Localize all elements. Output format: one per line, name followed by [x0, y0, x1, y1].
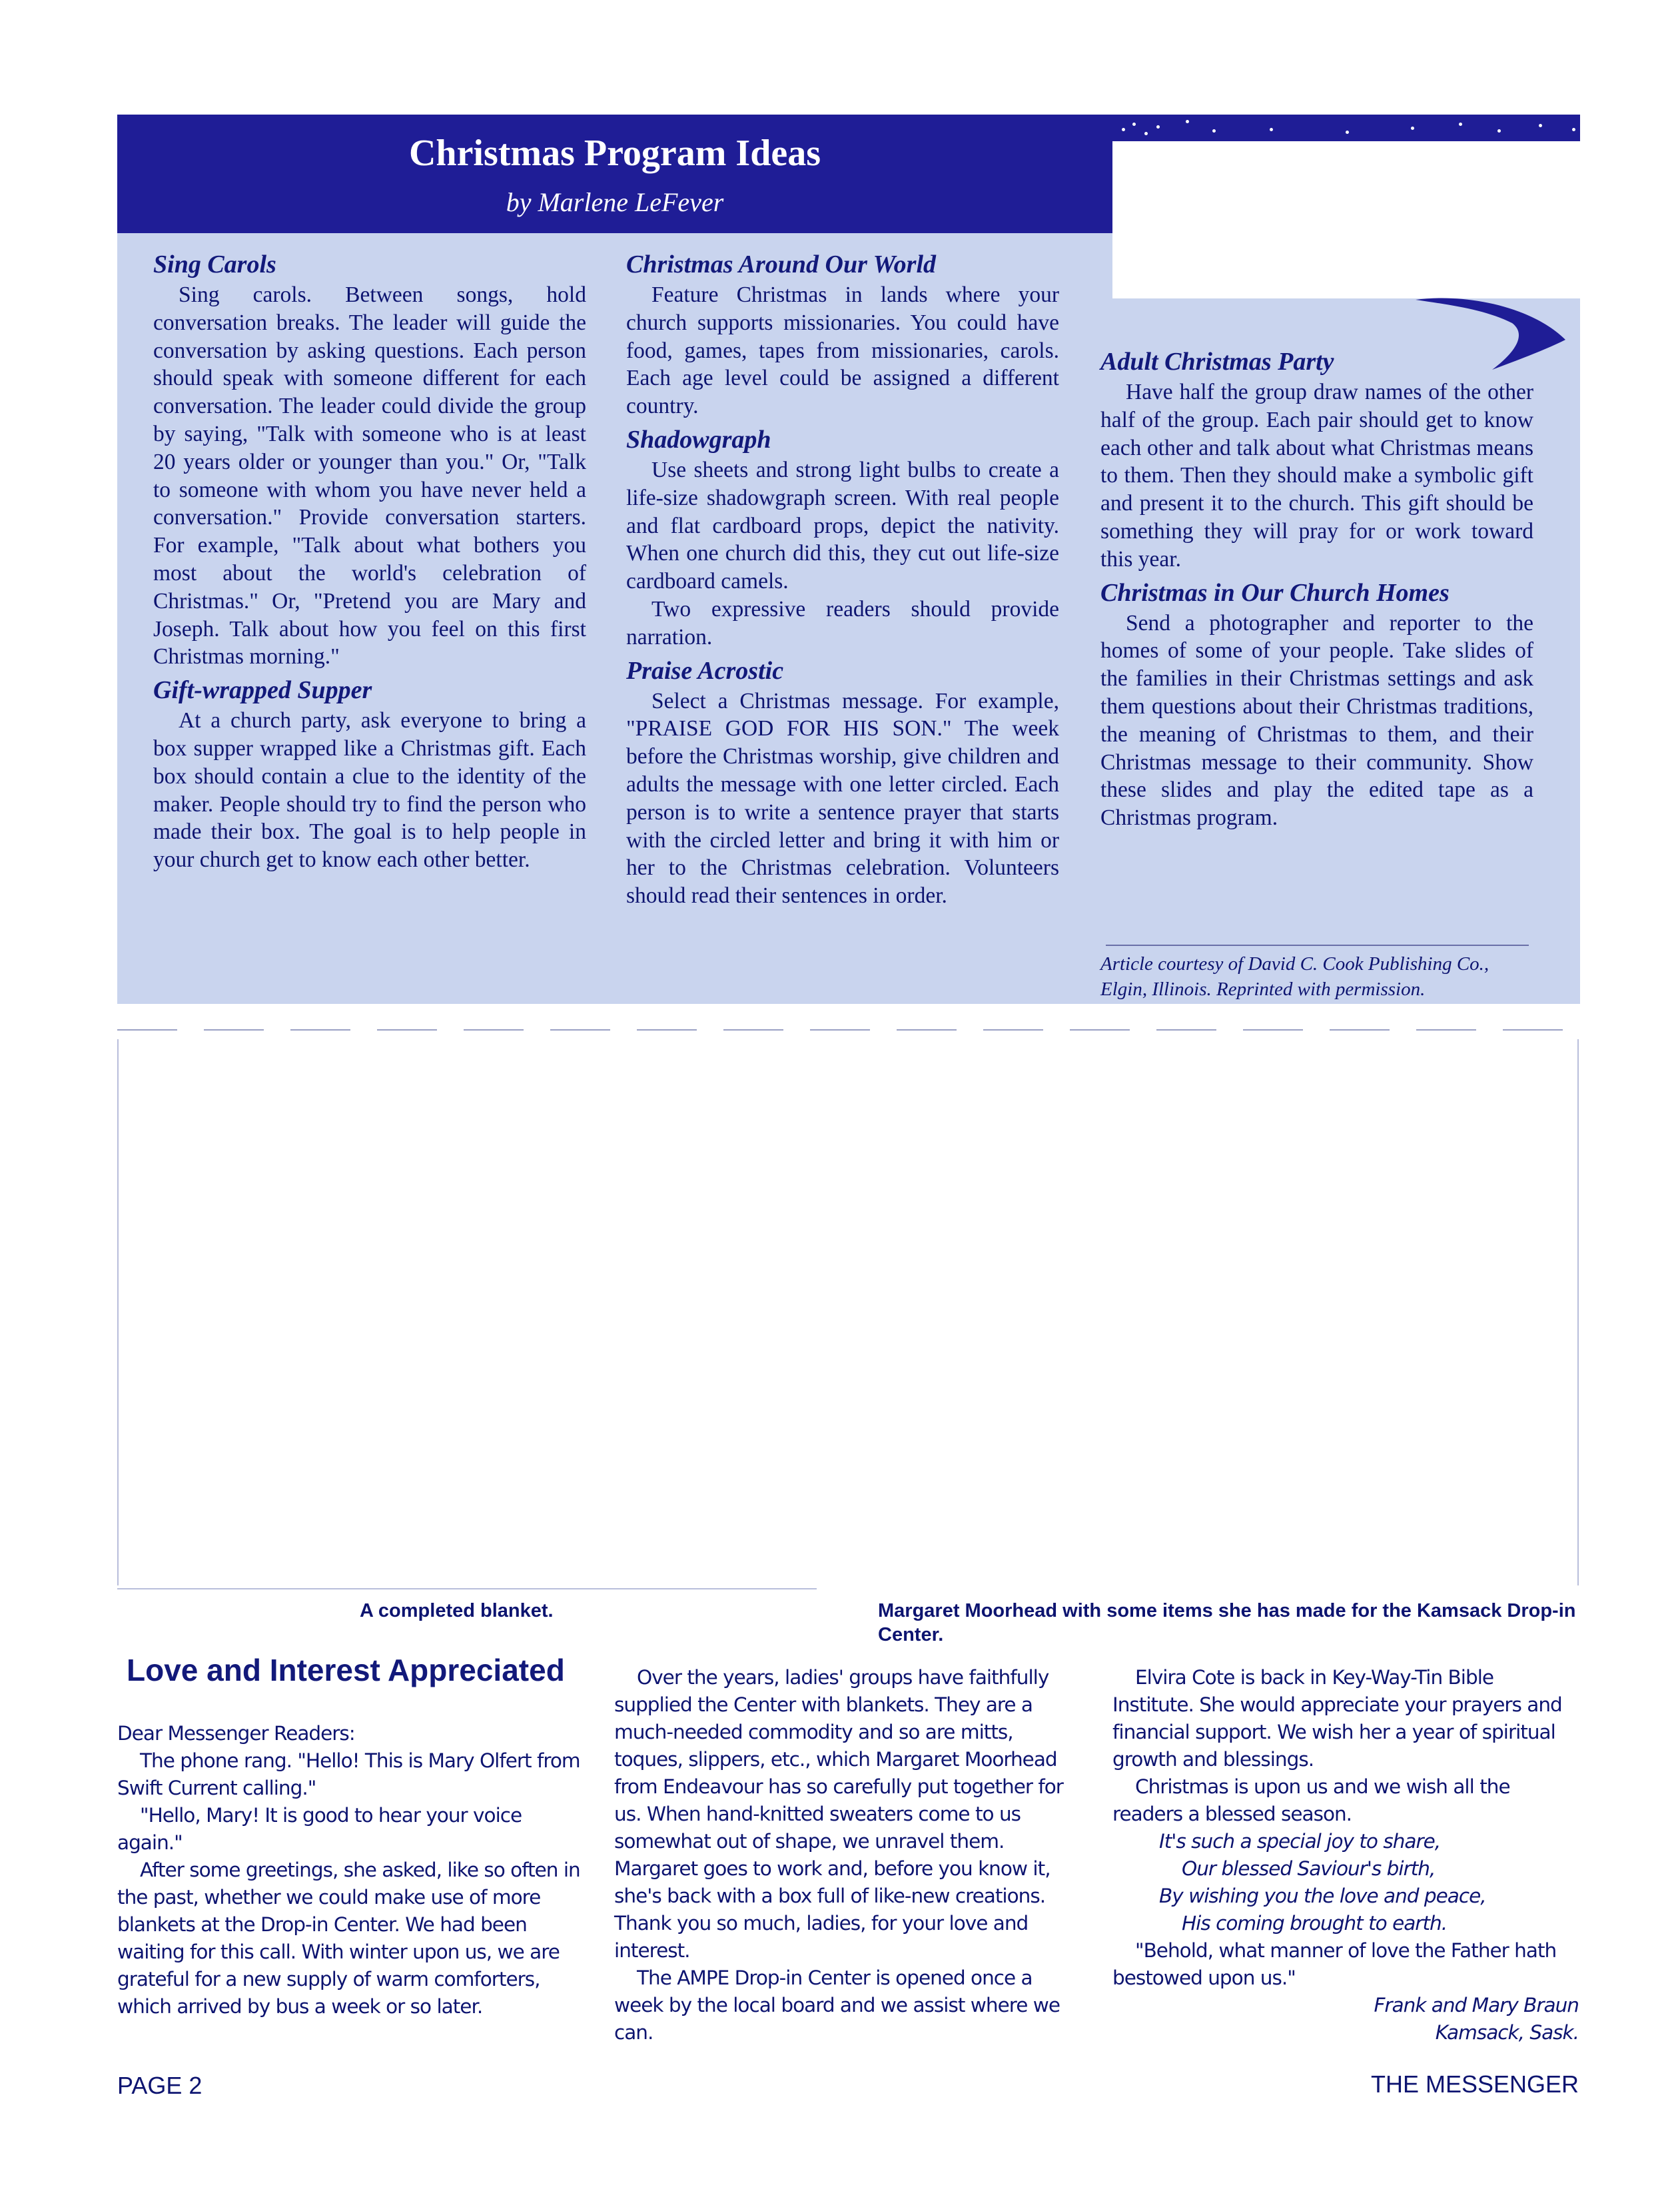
starry-sky-strip: [1112, 115, 1580, 141]
photo-border-bottom: [117, 1588, 817, 1589]
photo-border-top: [117, 1029, 1580, 1031]
image-cutout: [1112, 141, 1580, 298]
letter-column-2: [614, 1664, 1084, 2046]
section-heading-praise-acrostic: Praise Acrostic: [626, 656, 784, 685]
photo-border-left: [117, 1039, 119, 1585]
letter-location: Kamsack, Sask.: [1435, 2021, 1579, 2044]
paragraph: Have half the group draw names of the other half of the group. Each pair should get to know each other and talk about what Christmas means to them. Then they should make a symbolic gift and present it to the church. This gift should be something they will pray for or work toward this year.: [1100, 380, 1533, 572]
photo-caption-blanket: A completed blanket.: [360, 1600, 554, 1621]
paragraph: Send a photographer and reporter to the homes of some of your people. Take slides of the families in their Christmas settings and ask them questions about their Christmas traditions, the meaning of Christmas to them, and their Christmas message to their community. Show these slides and play the edited tape as a Christmas program.: [1100, 610, 1533, 831]
paragraph: Elvira Cote is back in Key-Way-Tin Bible Institute. She would appreciate your prayers and financial support. We wish her a year of spiritual growth and blessings.: [1112, 1666, 1562, 1771]
letter-column-3: [1112, 1664, 1579, 2046]
paragraph: The phone rang. "Hello! This is Mary Olfert from Swift Current calling.": [117, 1749, 580, 1799]
section-heading-shadowgraph: Shadowgraph: [626, 425, 771, 454]
letter-column-1: [117, 1720, 587, 2020]
paragraph: Feature Christmas in lands where your church supports missionaries. You could have food, games, tapes from missionaries, carols. Each age level could be assigned a different country.: [626, 282, 1059, 419]
credit-divider: [1106, 945, 1529, 946]
article-column-1: [153, 248, 586, 874]
paragraph: Select a Christmas message. For example, "PRAISE GOD FOR HIS SON." The week before the Christmas worship, give children and adults the message with one letter circled. Each person is to write a sentence prayer that starts with the circled letter and bring it with him or her to the Christmas celebration. Volunteers should read their sentences in order.: [626, 688, 1059, 909]
poem-line: It's such a special joy to share,: [1159, 1830, 1441, 1853]
letter-salutation: Dear Messenger Readers:: [117, 1722, 355, 1745]
paragraph: At a church party, ask everyone to bring a box supper wrapped like a Christmas gift. Each box should contain a clue to the identity of the maker. People should try to find the person who made their box. The goal is to help people in your church get to know each other better.: [153, 708, 586, 873]
section-heading-sing-carols: Sing Carols: [153, 250, 276, 278]
photo-area: [117, 1029, 1580, 1589]
poem-line: His coming brought to earth.: [1182, 1912, 1448, 1935]
section-heading-gift-wrapped-supper: Gift-wrapped Supper: [153, 676, 372, 705]
paragraph: The AMPE Drop-in Center is opened once a week by the local board and we assist where we can.: [614, 1967, 1060, 2044]
section-heading-adult-christmas-party: Adult Christmas Party: [1100, 348, 1334, 376]
article-credit: Article courtesy of David C. Cook Publishing Co., Elgin, Illinois. Reprinted with permission.: [1100, 953, 1489, 1000]
letter-signature: Frank and Mary Braun: [1374, 1994, 1579, 2016]
poem-line: Our blessed Saviour's birth,: [1182, 1857, 1436, 1880]
paragraph: Christmas is upon us and we wish all the readers a blessed season.: [1112, 1775, 1510, 1825]
paragraph: Two expressive readers should provide narration.: [626, 596, 1059, 650]
photo-caption-margaret: Margaret Moorhead with some items she has made for the Kamsack Drop-in Center.: [878, 1600, 1576, 1645]
letter-title: Love and Interest Appreciated: [127, 1653, 565, 1687]
paragraph: Over the years, ladies' groups have faithfully supplied the Center with blankets. They are a much-needed commodity and so are mitts, toques, slippers, etc., which Margaret Moorhead from Endeavour has so carefully put together for us. When hand-knitted sweaters come to us somewhat out of shape, we unravel them. Margaret goes to work and, before you know it, she's back with a box full of like-new creations. Thank you so much, ladies, for your love and interest.: [614, 1666, 1063, 1962]
article-title: Christmas Program Ideas: [408, 133, 821, 174]
publication-name: THE MESSENGER: [1370, 2070, 1579, 2098]
poem-line: By wishing you the love and peace,: [1159, 1885, 1486, 1907]
article-column-3: [1100, 345, 1533, 832]
page-number: PAGE 2: [117, 2072, 203, 2099]
section-heading-christmas-around-world: Christmas Around Our World: [626, 250, 936, 278]
section-heading-church-homes: Christmas in Our Church Homes: [1100, 578, 1450, 607]
paragraph: "Hello, Mary! It is good to hear your voice again.": [117, 1804, 522, 1854]
article-byline: by Marlene LeFever: [506, 187, 724, 217]
paragraph: Use sheets and strong light bulbs to create a life-size shadowgraph screen. With real people and flat cardboard props, depict the nativity. When one church did this, they cut out life-size cardboard camels.: [626, 457, 1059, 594]
photo-border-right: [1577, 1039, 1579, 1585]
paragraph: Sing carols. Between songs, hold conversation breaks. The leader will guide the conversation by asking questions. Each person should speak with someone different for each conversation. The leader could divide the group by saying, "Talk with someone who is at least 20 years older or younger than you." Or, "Talk to someone with whom you have never held a conversation." Provide conversation starters. For example, "Talk about what bothers you most about the world's celebration of Christmas." Or, "Pretend you are Mary and Joseph. Talk about how you feel on this first Christmas morning.": [153, 282, 586, 669]
paragraph: "Behold, what manner of love the Father hath bestowed upon us.": [1112, 1939, 1557, 1989]
paragraph: After some greetings, she asked, like so often in the past, whether we could make use of more blankets at the Drop-in Center. We had been waiting for this call. With winter upon us, we are grateful for a new supply of warm comforters, which arrived by bus a week or so later.: [117, 1859, 580, 2018]
article-column-2: [626, 248, 1059, 910]
